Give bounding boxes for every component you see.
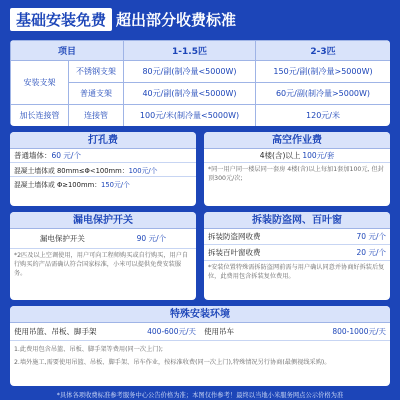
- header-subtitle: 超出部分收费标准: [116, 10, 237, 29]
- footer-disclaimer: *具体各项收费标准参考服务中心公告价格为准；本图仅作参考！最终以当地小米服务网点公示价格为准: [56, 392, 344, 399]
- special-title: 特殊安装环境: [10, 306, 390, 323]
- list-item: 拆装防盗网收费 70 元/个: [204, 229, 390, 245]
- aerial-card: [204, 132, 390, 206]
- aerial-note: *同一用户同一楼层同一套房 4楼(含)以上每加1套加100元, 但封顶300元/次;: [208, 166, 384, 182]
- list-item: 混凝土墙体或 Φ≥100mm： 150元/个: [14, 181, 130, 189]
- aerial-row: 4楼(含)以上 100元/套: [204, 149, 390, 163]
- aerial-title: 高空作业费: [204, 132, 390, 149]
- drilling-card: [10, 132, 196, 206]
- page-header: [10, 8, 236, 30]
- price-stainless-large: 150元/副(制冷量>5000W): [256, 61, 390, 83]
- leakage-note: *2匹及以上空调使用，用户可向工程师购买或自行购买，用户自行购买的产品需确认符合国家标准，小米可以提供免费安装服务。: [14, 252, 189, 277]
- leakage-row: 漏电保护开关 90 元/个: [10, 229, 196, 249]
- group-pipe: 加长连接管: [11, 105, 69, 127]
- list-item: 混凝土墙体或 80mm≤Φ<100mm： 100元/个: [10, 163, 196, 177]
- sub-pipe: 连接管: [69, 105, 124, 127]
- price-pipe-small: 100元/米(制冷量<5000W): [124, 105, 256, 127]
- price-pipe-large: 120元/米: [256, 105, 390, 127]
- col-large-header: 2-3匹: [256, 41, 390, 61]
- sub-stainless: 不锈钢支架: [69, 61, 124, 83]
- price-table: [10, 40, 390, 126]
- list-item: 普通墙体： 60 元/个: [10, 149, 196, 163]
- special-note-2: 2.墙外施工,需要使用吊篮、吊板、脚手架、吊车作业，按标准收费(同一次上门),特殊情况另行协商(最侧视线采购)。: [14, 359, 331, 366]
- sub-normal: 普通支架: [69, 83, 124, 105]
- special-note-1: 1.此费用包含吊篮、吊板、脚手架等费用(同一次上门);: [14, 346, 163, 353]
- special-card: [10, 306, 390, 386]
- window-note: *安装位置特殊需拆防盗网前需与用户确认同意并协商好拆装后复位，此费用包含拆装复位费用。: [208, 264, 385, 280]
- list-item: 使用吊车 800-1000元/天: [200, 323, 390, 341]
- col-item-header: 项目: [11, 41, 124, 61]
- price-table-card: [10, 40, 390, 126]
- price-stainless-small: 80元/副(制冷量<5000W): [124, 61, 256, 83]
- list-item: 拆装百叶窗收费 20 元/个: [204, 245, 390, 261]
- price-normal-small: 40元/副(制冷量<5000W): [124, 83, 256, 105]
- drilling-title: 打孔费: [10, 132, 196, 149]
- col-small-header: 1-1.5匹: [124, 41, 256, 61]
- list-item: 使用吊篮、吊板、脚手架 400-600元/天: [10, 323, 200, 341]
- window-card: [204, 212, 390, 300]
- price-normal-large: 60元/副(制冷量>5000W): [256, 83, 390, 105]
- leakage-card: [10, 212, 196, 300]
- header-highlight: 基础安装免费: [10, 8, 112, 31]
- leakage-title: 漏电保护开关: [10, 212, 196, 229]
- group-bracket: 安装支架: [11, 61, 69, 105]
- window-title: 拆装防盗网、百叶窗: [204, 212, 390, 229]
